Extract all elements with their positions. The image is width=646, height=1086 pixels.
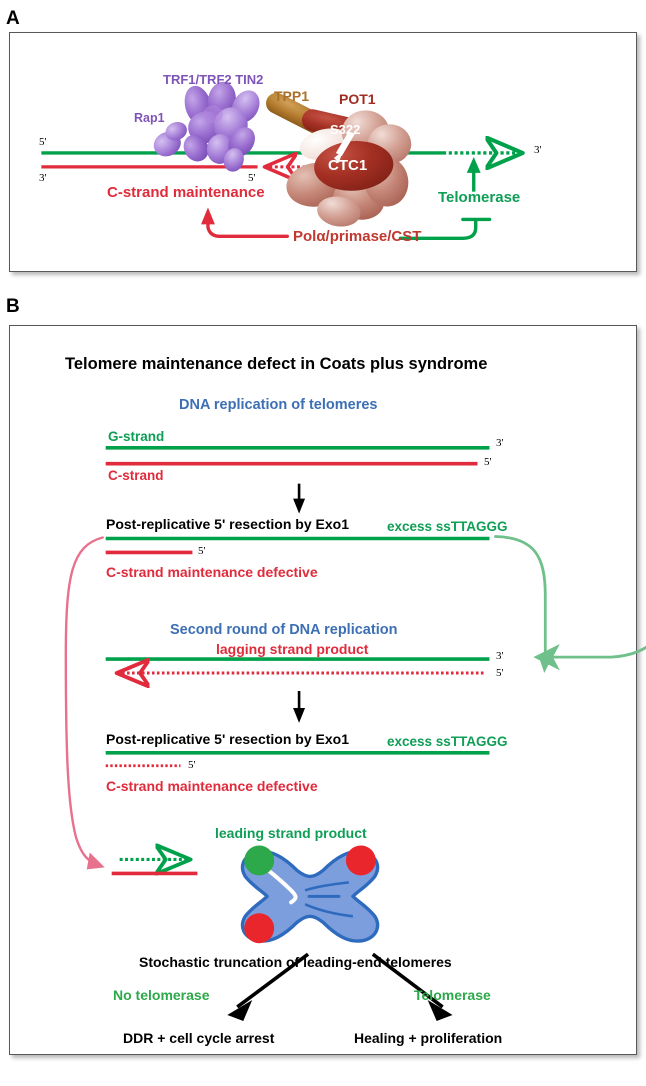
panel-b-title: Telomere maintenance defect in Coats plus syndrome — [65, 355, 488, 373]
label-a-g-five-prime: 5' — [39, 136, 47, 148]
panel-b-graphics — [10, 326, 636, 1054]
step3-five-prime: 5' — [496, 667, 504, 679]
step2-heading: Post-replicative 5' resection by Exo1 — [106, 516, 349, 532]
step4-heading: Post-replicative 5' resection by Exo1 — [106, 731, 349, 747]
outcome-left-condition: No telomerase — [113, 987, 210, 1003]
step4-defect-label: C-strand maintenance defective — [106, 778, 318, 794]
label-a-g-three-prime: 3' — [534, 144, 542, 156]
step4-excess-label: excess ssTTAGGG — [387, 734, 508, 749]
outcome-left-result: DDR + cell cycle arrest — [123, 1030, 275, 1046]
step5-product-label: leading strand product — [215, 825, 367, 841]
step2-defect-label: C-strand maintenance defective — [106, 564, 318, 580]
step3-heading: Second round of DNA replication — [170, 622, 398, 638]
label-a-c-three-prime: 3' — [39, 172, 47, 184]
chromosome-graphic — [243, 846, 378, 944]
panel-a-letter: A — [6, 8, 20, 29]
step4-five-prime: 5' — [188, 759, 196, 771]
outcome-right-condition: Telomerase — [414, 987, 491, 1003]
label-rap1: Rap1 — [134, 111, 165, 125]
label-telomerase-a: Telomerase — [438, 189, 521, 206]
panel-b-letter: B — [6, 296, 20, 317]
label-trf-tin2: TRF1/TRF2 TIN2 — [163, 72, 264, 87]
label-tpp1: TPP1 — [274, 88, 310, 104]
step3-product-label: lagging strand product — [216, 641, 369, 657]
step2-excess-label: excess ssTTAGGG — [387, 519, 508, 534]
step3-three-prime: 3' — [496, 650, 504, 662]
label-s322: S322 — [330, 122, 361, 137]
label-ctc1: CTC1 — [328, 157, 368, 174]
label-pot1: POT1 — [339, 91, 376, 107]
panel-a-box — [9, 32, 637, 272]
label-a-c-five-prime: 5' — [248, 172, 256, 184]
step1-g-strand-label: G-strand — [108, 429, 165, 444]
step1-c-strand-label: C-strand — [108, 468, 164, 483]
step1-heading: DNA replication of telomeres — [179, 397, 378, 413]
label-pol-primase-cst: Polα/primase/CST — [293, 228, 422, 245]
label-c-strand-maintenance: C-strand maintenance — [107, 184, 265, 201]
step1-three-prime: 3' — [496, 437, 504, 449]
panel-b-box — [9, 325, 637, 1055]
step1-five-prime: 5' — [484, 456, 492, 468]
step5-truncation-label: Stochastic truncation of leading-end telomeres — [139, 954, 452, 970]
step2-five-prime: 5' — [198, 545, 206, 557]
outcome-right-result: Healing + proliferation — [354, 1030, 503, 1046]
